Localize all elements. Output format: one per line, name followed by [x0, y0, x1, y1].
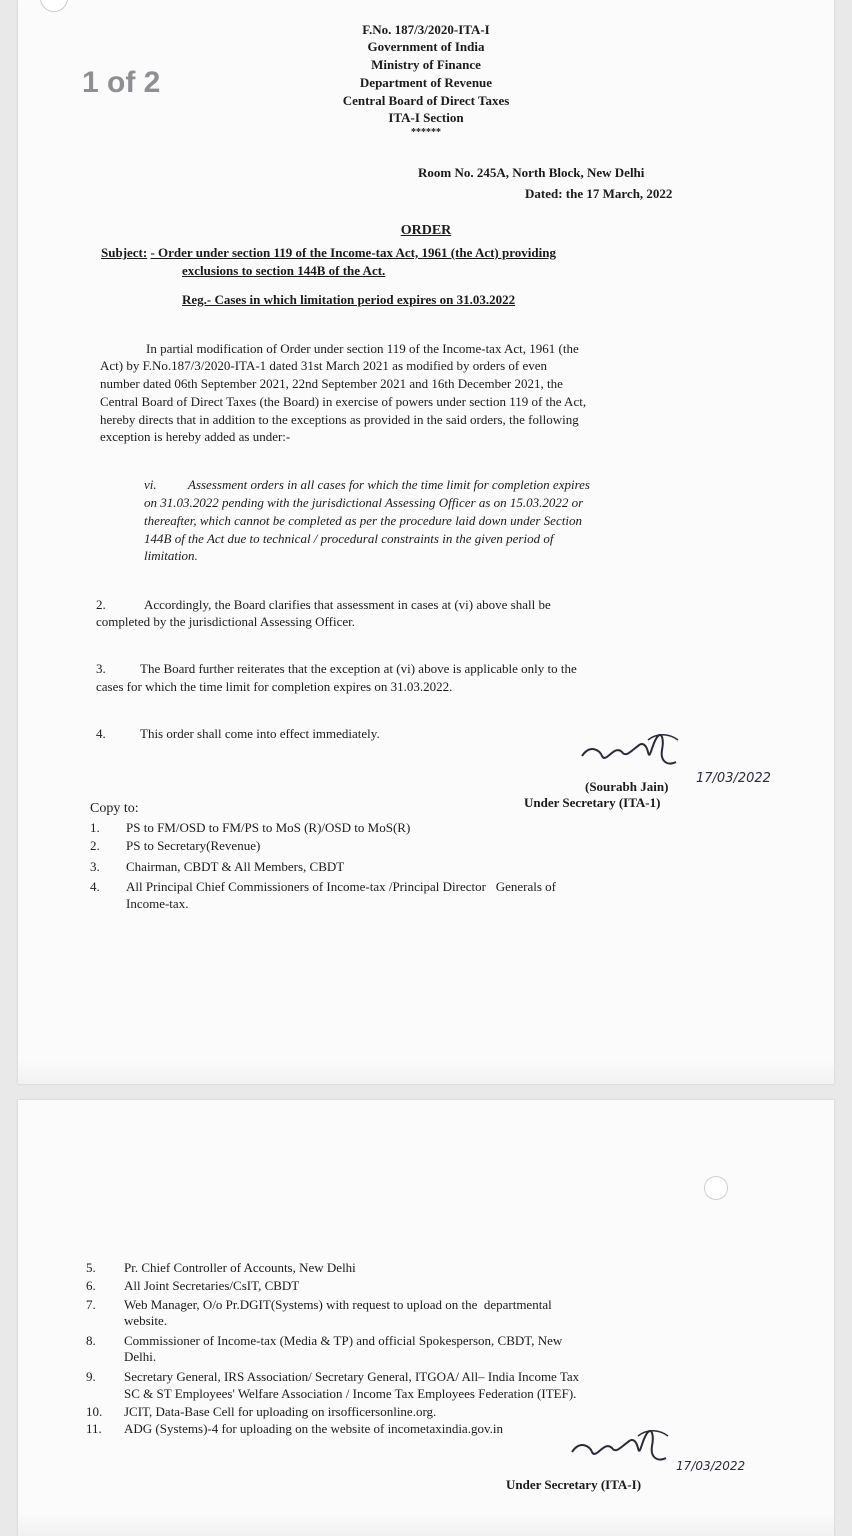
copy-item-number: 1. [90, 820, 100, 835]
copy-item-number: 8. [86, 1333, 96, 1348]
copy-item-text-cont: website. [124, 1313, 167, 1328]
header-govt: Government of India [367, 39, 485, 54]
copy-item-number: 6. [86, 1278, 96, 1293]
header-stars: ****** [411, 127, 441, 138]
para1-line-5: hereby directs that in addition to the exceptions as provided in the said orders, the following [100, 412, 579, 427]
copy-item-text: PS to FM/OSD to FM/PS to MoS (R)/OSD to MoS(R) [126, 820, 411, 835]
page-indicator: 1 of 2 [82, 66, 161, 99]
copy-item-number: 10. [86, 1404, 103, 1419]
item-vi-number: vi. [144, 477, 157, 492]
copy-item-number: 9. [86, 1369, 96, 1384]
header-ministry: Ministry of Finance [371, 57, 481, 72]
item-vi-line-1: Assessment orders in all cases for which the time limit for completion expires [188, 477, 590, 492]
copy-item-text-cont: Income-tax. [126, 896, 189, 911]
copy-item-text-cont: Delhi. [124, 1349, 157, 1364]
copy-item-text: Commissioner of Income-tax (Media & TP) and official Spokesperson, CBDT, New [124, 1333, 563, 1348]
document-page-1 [18, 0, 834, 1084]
item-vi-line-3: thereafter, which cannot be completed as per the procedure laid down under Section [144, 513, 582, 528]
copy-item-text: JCIT, Data-Base Cell for uploading on irsofficersonline.org. [124, 1404, 437, 1419]
scan-edge [18, 1060, 834, 1084]
item-vi-line-4: 144B of the Act due to technical / procedural constraints in the given period of [144, 531, 554, 546]
document-page-2 [18, 1100, 834, 1536]
para1-line-6: exception is hereby added as under:- [100, 429, 291, 444]
para4-line-1: This order shall come into effect immediately. [140, 726, 380, 741]
para1-line-1: In partial modification of Order under section 119 of the Income-tax Act, 1961 (the [146, 341, 579, 356]
para1-line-4: Central Board of Direct Taxes (the Board) in exercise of powers under section 119 of the Act, [100, 394, 587, 409]
scan-edge [18, 1512, 834, 1536]
item-vi-line-5: limitation. [144, 548, 198, 563]
copy-item-text: Pr. Chief Controller of Accounts, New Delhi [124, 1260, 356, 1275]
copy-item-text: Web Manager, O/o Pr.DGIT(Systems) with request to upload on the departmental [124, 1297, 552, 1312]
copy-item-text: All Principal Chief Commissioners of Income-tax /Principal Director Generals of [126, 879, 556, 894]
reg-line: Reg.- Cases in which limitation period expires on 31.03.2022 [182, 292, 516, 307]
header-department: Department of Revenue [359, 75, 493, 90]
para2-line-1: Accordingly, the Board clarifies that assessment in cases at (vi) above shall be [144, 597, 551, 612]
copy-item-text-cont: SC & ST Employees' Welfare Association / Income Tax Employees Federation (ITEF). [124, 1386, 577, 1401]
header-board: Central Board of Direct Taxes [342, 93, 510, 108]
subject-line-1 [101, 245, 556, 260]
para2-line-2: completed by the jurisdictional Assessing Officer. [96, 614, 355, 629]
copy-item-number: 11. [86, 1421, 102, 1436]
header-section: ITA-I Section [388, 110, 464, 125]
para3-number: 3. [96, 661, 106, 676]
para4-number: 4. [96, 726, 106, 741]
signatory-2-designation: Under Secretary (ITA-I) [506, 1477, 642, 1492]
copy-item-text: Chairman, CBDT & All Members, CBDT [126, 859, 345, 874]
file-number: F.No. 187/3/2020-ITA-I [362, 22, 490, 37]
viewer-circle-icon [704, 1176, 728, 1200]
para3-line-2: cases for which the time limit for completion expires on 31.03.2022. [96, 679, 453, 694]
subject-line-2: exclusions to section 144B of the Act. [182, 263, 386, 278]
room-address: Room No. 245A, North Block, New Delhi [418, 165, 645, 180]
dated: Dated: the 17 March, 2022 [525, 186, 673, 201]
copy-item-number: 7. [86, 1297, 96, 1312]
signature-2-date: 17/03/2022 [676, 1459, 746, 1473]
item-vi-line-2: on 31.03.2022 pending with the jurisdictional Assessing Officer as on 15.03.2022 or [144, 495, 584, 510]
para1-line-2: Act) by F.No.187/3/2020-ITA-1 dated 31st March 2021 as modified by orders of even [100, 358, 548, 373]
copy-item-text: Secretary General, IRS Association/ Secretary General, ITGOA/ All– India Income Tax [124, 1369, 580, 1384]
order-title: ORDER [400, 223, 452, 238]
para2-number: 2. [96, 597, 106, 612]
subject-text-1: - Order under section 119 of the Income-tax Act, 1961 (the Act) providing [150, 245, 556, 260]
copy-to-label: Copy to: [90, 801, 139, 816]
copy-item-number: 5. [86, 1260, 96, 1275]
copy-item-number: 3. [90, 859, 100, 874]
subject-label: Subject: [101, 245, 148, 260]
para3-line-1: The Board further reiterates that the exception at (vi) above is applicable only to the [140, 661, 577, 676]
copy-item-text: PS to Secretary(Revenue) [126, 838, 261, 853]
signature-date: 17/03/2022 [696, 771, 771, 786]
para1-line-3: number dated 06th September 2021, 22nd September 2021 and 16th December 2021, the [100, 376, 563, 391]
copy-item-number: 4. [90, 879, 100, 894]
copy-item-text: ADG (Systems)-4 for uploading on the website of incometaxindia.gov.in [124, 1421, 503, 1436]
copy-item-number: 2. [90, 838, 100, 853]
signatory-designation: Under Secretary (ITA-1) [524, 795, 661, 810]
signatory-name: (Sourabh Jain) [585, 779, 669, 794]
copy-item-text: All Joint Secretaries/CsIT, CBDT [124, 1278, 300, 1293]
